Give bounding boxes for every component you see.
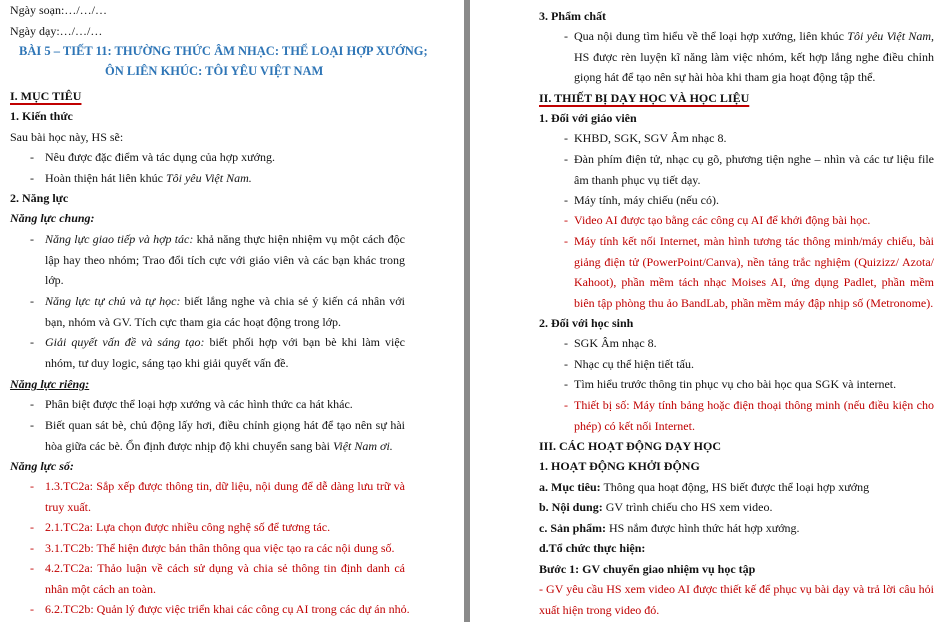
bullet-dash: - <box>564 234 568 248</box>
general-item-2-label: Năng lực tự chủ và tự học: <box>45 294 181 308</box>
specific-competence-text: Năng lực riêng: <box>10 377 90 391</box>
bullet-dash: - <box>30 602 34 616</box>
bullet-dash: - <box>30 479 34 493</box>
qualities-text-rest: HS được rèn luyện kĩ năng làm việc nhóm, kết hợp lắng nghe điều chỉnh giọng hát để tạo nên sự hài hòa khi tham gia hoạt động tập thể. <box>574 49 934 85</box>
digital-item-3: 3.1.TC2b: Thể hiện được bản thân thông qua việc tạo ra các nội dung số. <box>45 541 395 555</box>
general-item-2-text: biết lắng nghe và chia sẻ ý kiến cá nhân với bạn, nhóm và GV. Tích cực tham gia các hoạt động trong lớp. <box>45 294 405 329</box>
bullet-dash: - <box>564 131 568 145</box>
bullet-dash: - <box>30 171 34 185</box>
bullet-dash: - <box>564 336 568 350</box>
section-objectives <box>10 86 81 106</box>
teacher-item-2: Đàn phím điện tử, nhạc cụ gõ, phương tiện nghe – nhìn và các tư liệu file âm thanh phục vụ tiết dạy. <box>574 152 934 187</box>
document-page-right <box>470 0 952 622</box>
specific-item-2-text: Biết quan sát bè, chủ động lấy hơi, điều chỉnh giọng hát để tạo nên sự hài hòa giữa các bè. Ổn định được nhịp độ khi chuyển sang bài <box>45 418 405 453</box>
activity-content <box>539 497 772 517</box>
bullet-dash: - <box>564 398 568 412</box>
subsection-competence: 2. Năng lực <box>10 191 69 205</box>
knowledge-item-1: Nêu được đặc điểm và tác dụng của hợp xướng. <box>45 150 275 164</box>
general-item-3-text: biết phối hợp với bạn bè khi làm việc nhóm, tư duy logic, sáng tạo khi giải quyết vấn đề. <box>45 335 405 370</box>
student-item-4: Thiết bị số: Máy tính bảng hoặc điện thoại thông minh (nếu điều kiện cho phép) có kết nối Internet. <box>574 398 934 433</box>
song-name: Việt Nam ơi. <box>332 438 393 453</box>
bullet-dash: - <box>30 150 34 164</box>
document-page-left <box>0 0 464 622</box>
activity-organization: d.Tổ chức thực hiện: <box>539 541 646 555</box>
section-equipment <box>539 88 749 108</box>
specific-competence-heading <box>10 374 89 394</box>
activity-goal-text: Thông qua hoạt động, HS biết được thể loại hợp xướng <box>600 480 870 494</box>
bullet-dash: - <box>30 232 34 246</box>
subsection-qualities: 3. Phẩm chất <box>539 9 606 23</box>
bullet-dash: - <box>564 29 568 43</box>
bullet-dash: - <box>30 335 34 349</box>
section-objectives-text: I. MỤC TIÊU <box>10 89 82 103</box>
bullet-dash: - <box>30 294 34 308</box>
digital-item-2: 2.1.TC2a: Lựa chọn được nhiều công nghệ số để tương tác. <box>45 520 331 534</box>
activity-product-text: HS nắm được hình thức hát hợp xướng. <box>606 521 800 535</box>
section-equipment-text: II. THIẾT BỊ DẠY HỌC VÀ HỌC LIỆU <box>539 91 750 105</box>
song-name: Tôi yêu Việt Nam. <box>165 171 252 185</box>
bullet-dash: - <box>564 357 568 371</box>
digital-item-5: 6.2.TC2b: Quản lý được việc triển khai các công cụ AI trong các dự án nhỏ. <box>45 602 410 616</box>
general-item-1 <box>45 229 405 291</box>
bullet-dash: - <box>30 541 34 555</box>
knowledge-item-2-text: Hoàn thiện hát liên khúc <box>45 171 166 185</box>
teacher-item-1: KHBD, SGK, SGV Âm nhạc 8. <box>574 131 727 145</box>
general-item-1-text: khả năng thực hiện nhiệm vụ một cách độc lập hay theo nhóm; Trao đổi tích cực với giáo viên và các bạn khác trong lớp. <box>45 232 405 288</box>
digital-competence-heading: Năng lực số: <box>10 459 74 473</box>
general-item-2 <box>45 291 405 332</box>
general-item-1-label: Năng lực giao tiếp và hợp tác: <box>45 232 194 246</box>
qualities-item <box>574 26 934 88</box>
bullet-dash: - <box>30 520 34 534</box>
activity-product <box>539 518 800 538</box>
bullet-dash: - <box>30 418 34 432</box>
bullet-dash: - <box>564 193 568 207</box>
date-prepared: Ngày soạn:…/…/… <box>10 3 107 17</box>
lesson-title-line1: BÀI 5 – TIẾT 11: THƯỜNG THỨC ÂM NHẠC: THỂ LOẠI HỢP XƯỚNG; <box>19 44 428 58</box>
intro-text: Sau bài học này, HS sẽ: <box>10 130 124 144</box>
bullet-dash: - <box>30 397 34 411</box>
digital-item-4: 4.2.TC2a: Thảo luận về cách sử dụng và chia sẻ thông tin định danh cá nhân một cách an toàn. <box>45 561 405 596</box>
knowledge-item-2 <box>45 168 252 188</box>
activity-content-text: GV trình chiếu cho HS xem video. <box>602 500 773 514</box>
qualities-text: Qua nội dung tìm hiểu về thể loại hợp xướng, liên khúc <box>574 29 848 43</box>
teacher-heading: 1. Đối với giáo viên <box>539 111 637 125</box>
teacher-item-3: Máy tính, máy chiếu (nếu có). <box>574 193 719 207</box>
specific-item-2 <box>45 415 405 456</box>
step-1-heading: Bước 1: GV chuyển giao nhiệm vụ học tập <box>539 562 756 576</box>
lesson-title-line2: ÔN LIÊN KHÚC: TÔI YÊU VIỆT NAM <box>105 64 324 78</box>
digital-item-1: 1.3.TC2a: Sắp xếp được thông tin, dữ liệu, nội dung để dễ dàng lưu trữ và truy xuất. <box>45 479 405 514</box>
date-taught: Ngày dạy:…/…/… <box>10 24 103 38</box>
general-item-3 <box>45 332 405 373</box>
specific-item-1: Phân biệt được thể loại hợp xướng và các hình thức ca hát khác. <box>45 397 353 411</box>
song-name: Tôi yêu Việt Nam, <box>847 29 935 43</box>
student-item-3: Tìm hiểu trước thông tin phục vụ cho bài học qua SGK và internet. <box>574 377 897 391</box>
student-item-2: Nhạc cụ thể hiện tiết tấu. <box>574 357 694 371</box>
activity-product-label: c. Sản phẩm: <box>539 521 607 535</box>
section-activities: III. CÁC HOẠT ĐỘNG DẠY HỌC <box>539 439 722 453</box>
bullet-dash: - <box>564 377 568 391</box>
activity-goal <box>539 477 869 497</box>
general-item-3-label: Giải quyết vấn đề và sáng tạo: <box>45 335 205 349</box>
subsection-knowledge: 1. Kiến thức <box>10 109 73 123</box>
step-1-text: - GV yêu cầu HS xem video AI được thiết kế để phục vụ bài dạy và trả lời câu hỏi xuất hiện trong video đó. <box>539 582 934 617</box>
activity-startup-heading: 1. HOẠT ĐỘNG KHỞI ĐỘNG <box>539 459 700 473</box>
activity-content-label: b. Nội dung: <box>539 500 603 514</box>
bullet-dash: - <box>30 561 34 575</box>
teacher-item-4: Video AI được tạo bằng các công cụ AI để khởi động bài học. <box>574 213 871 227</box>
general-competence-heading: Năng lực chung: <box>10 211 95 225</box>
teacher-item-5: Máy tính kết nối Internet, màn hình tương tác thông minh/máy chiếu, bài giảng điện tử (PowerPoint/Canva), nền tảng trắc nghiệm (Quizizz/ Azota/ Kahoot), phần mềm tách nhạc Moises AI, ứng dụng Padlet, phần mềm biên tập phòng thu ảo BandLab, phần mềm máy đập nhịp số (Metronome). <box>574 234 934 310</box>
student-heading: 2. Đối với học sinh <box>539 316 634 330</box>
bullet-dash: - <box>564 152 568 166</box>
student-item-1: SGK Âm nhạc 8. <box>574 336 657 350</box>
activity-goal-label: a. Mục tiêu: <box>539 480 601 494</box>
bullet-dash: - <box>564 213 568 227</box>
